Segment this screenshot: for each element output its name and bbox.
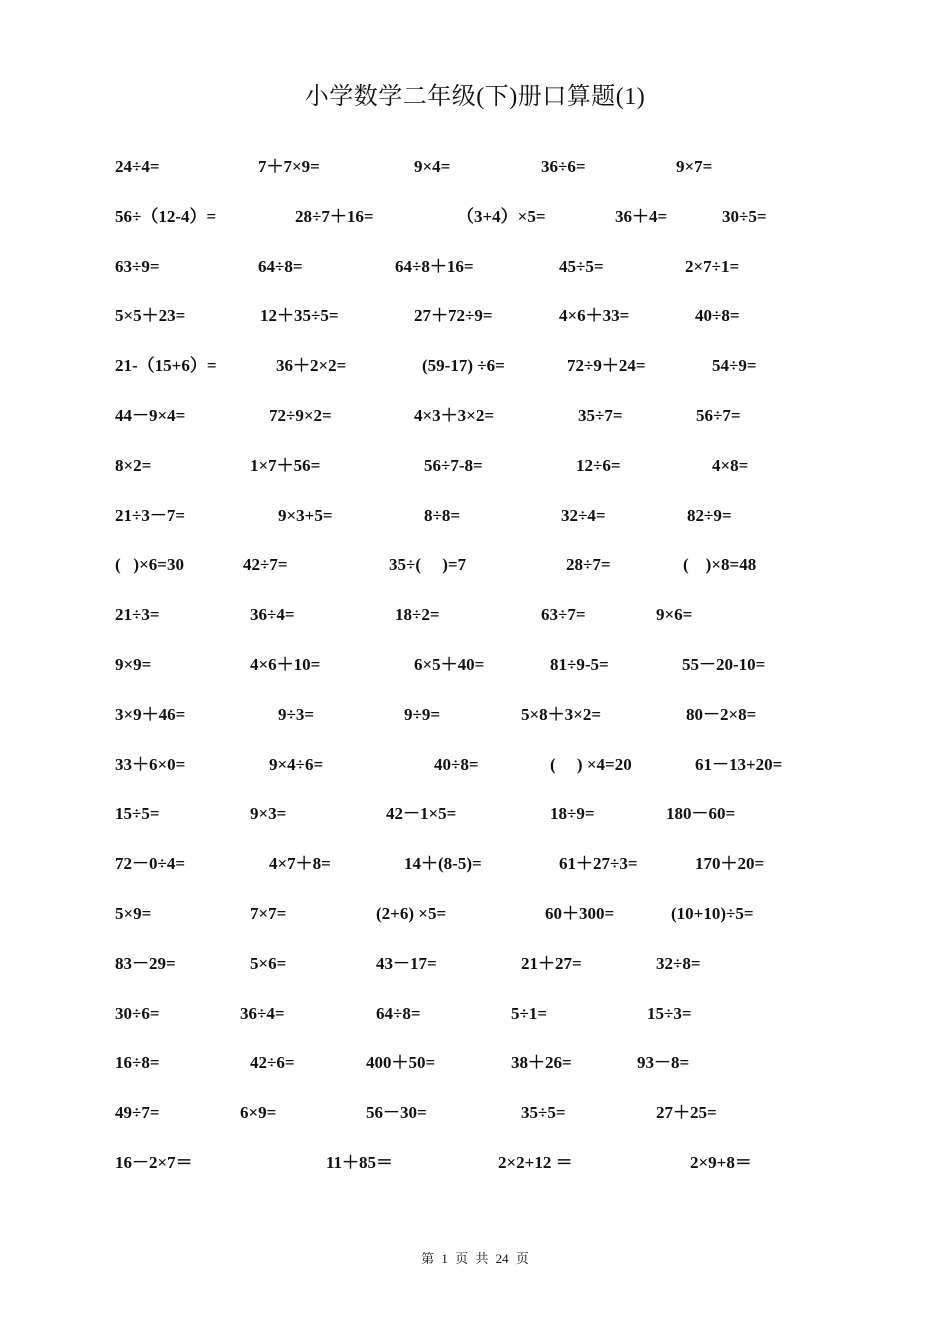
problem-row	[0, 754, 950, 804]
problem-row	[0, 654, 950, 704]
arithmetic-problem: 12＋35÷5=	[260, 306, 339, 326]
arithmetic-problem: 16÷8=	[115, 1053, 160, 1073]
arithmetic-problem: 56－30=	[366, 1103, 427, 1123]
arithmetic-problem: 60＋300=	[545, 903, 615, 923]
arithmetic-problem: 63÷7=	[541, 605, 586, 625]
problem-row	[0, 554, 950, 604]
arithmetic-problem: 40÷8=	[695, 306, 740, 326]
arithmetic-problem: 43－17=	[376, 953, 437, 973]
arithmetic-problem: 2×9+8＝	[690, 1152, 752, 1172]
arithmetic-problem: 81÷9-5=	[550, 654, 609, 674]
arithmetic-problem: 9×7=	[676, 157, 713, 176]
problem-list	[0, 156, 950, 1202]
arithmetic-problem: 6×5＋40=	[414, 654, 485, 674]
arithmetic-problem: 61－13+20=	[695, 754, 783, 774]
arithmetic-problem: (59-17) ÷6=	[422, 356, 505, 376]
arithmetic-problem: 7×7=	[250, 903, 287, 923]
arithmetic-problem: 5÷1=	[511, 1003, 548, 1023]
arithmetic-problem: 42－1×5=	[386, 804, 457, 824]
arithmetic-problem: 72÷9＋24=	[567, 356, 646, 376]
arithmetic-problem: 61＋27÷3=	[559, 854, 638, 874]
problem-row	[0, 405, 950, 455]
arithmetic-problem: 80－2×8=	[686, 704, 757, 724]
arithmetic-problem: 72－0÷4=	[115, 854, 186, 874]
arithmetic-problem: 180－60=	[666, 804, 736, 824]
arithmetic-problem: 56÷7-8=	[424, 455, 483, 475]
problem-row	[0, 256, 950, 306]
arithmetic-problem: 4×8=	[712, 455, 749, 475]
arithmetic-problem: 93－8=	[637, 1053, 690, 1073]
problem-row	[0, 803, 950, 853]
problem-row	[0, 1102, 950, 1152]
arithmetic-problem: 56÷7=	[696, 405, 741, 425]
arithmetic-problem: 45÷5=	[559, 256, 604, 276]
arithmetic-problem: 32÷8=	[656, 953, 701, 973]
arithmetic-problem: 27＋72÷9=	[414, 306, 493, 326]
arithmetic-problem: 15÷5=	[115, 804, 160, 824]
arithmetic-problem: 9×3+5=	[278, 505, 333, 525]
arithmetic-problem: 9×6=	[656, 605, 693, 625]
arithmetic-problem: 82÷9=	[687, 505, 732, 525]
problem-row	[0, 355, 950, 405]
arithmetic-problem: 36÷4=	[250, 605, 295, 625]
problem-row	[0, 1152, 950, 1202]
arithmetic-problem: （3+4）×5=	[457, 206, 546, 226]
arithmetic-problem: 4×6＋33=	[559, 306, 630, 326]
arithmetic-problem: 64÷8＋16=	[395, 256, 474, 276]
arithmetic-problem: 9×9=	[115, 654, 152, 674]
arithmetic-problem: 9×3=	[250, 804, 287, 824]
arithmetic-problem: 9×4=	[414, 157, 451, 176]
arithmetic-problem: 32÷4=	[561, 505, 606, 525]
arithmetic-problem: 5×9=	[115, 903, 152, 923]
arithmetic-problem: 63÷9=	[115, 256, 160, 276]
arithmetic-problem: 64÷8=	[258, 256, 303, 276]
arithmetic-problem: ( )×6=30	[115, 555, 184, 575]
arithmetic-problem: 16－2×7＝	[115, 1152, 193, 1172]
arithmetic-problem: 30÷5=	[722, 206, 767, 226]
problem-row	[0, 156, 950, 206]
arithmetic-problem: ( )×8=48	[683, 555, 757, 575]
arithmetic-problem: 42÷7=	[243, 555, 288, 575]
arithmetic-problem: 36＋4=	[615, 206, 668, 226]
arithmetic-problem: 4×3＋3×2=	[414, 405, 495, 425]
arithmetic-problem: 33＋6×0=	[115, 754, 186, 774]
arithmetic-problem: 21÷3－7=	[115, 505, 186, 525]
problem-row	[0, 853, 950, 903]
problem-row	[0, 1003, 950, 1053]
arithmetic-problem: 21-（15+6）=	[115, 356, 217, 376]
page-title: 小学数学二年级(下)册口算题(1)	[304, 84, 646, 110]
arithmetic-problem: 36÷4=	[240, 1003, 285, 1023]
arithmetic-problem: 5×6=	[250, 953, 287, 973]
arithmetic-problem: 9÷3=	[278, 704, 315, 724]
arithmetic-problem: 12÷6=	[576, 455, 621, 475]
arithmetic-problem: 1×7＋56=	[250, 455, 321, 475]
arithmetic-problem: 27＋25=	[656, 1103, 717, 1123]
arithmetic-problem: 55－20-10=	[682, 654, 766, 674]
problem-row	[0, 903, 950, 953]
arithmetic-problem: 35÷( )=7	[389, 555, 467, 575]
arithmetic-problem: 11＋85＝	[326, 1152, 394, 1172]
arithmetic-problem: 28÷7＋16=	[295, 206, 374, 226]
arithmetic-problem: 56÷（12-4）=	[115, 206, 217, 226]
arithmetic-problem: 24÷4=	[115, 157, 160, 176]
arithmetic-problem: 5×8＋3×2=	[521, 704, 602, 724]
arithmetic-problem: 21＋27=	[521, 953, 582, 973]
arithmetic-problem: 8×2=	[115, 455, 152, 475]
problem-row	[0, 505, 950, 555]
arithmetic-problem: 15÷3=	[647, 1003, 692, 1023]
arithmetic-problem: 3×9＋46=	[115, 704, 186, 724]
arithmetic-problem: 83－29=	[115, 953, 176, 973]
arithmetic-problem: 18÷9=	[550, 804, 595, 824]
arithmetic-problem: 64÷8=	[376, 1003, 421, 1023]
arithmetic-problem: 18÷2=	[395, 605, 440, 625]
problem-row	[0, 305, 950, 355]
arithmetic-problem: 54÷9=	[712, 356, 757, 376]
arithmetic-problem: (10+10)÷5=	[671, 903, 754, 923]
arithmetic-problem: 2×7÷1=	[685, 256, 740, 276]
arithmetic-problem: 14＋(8-5)=	[404, 854, 482, 874]
arithmetic-problem: 9÷9=	[404, 704, 441, 724]
arithmetic-problem: 5×5＋23=	[115, 306, 186, 326]
arithmetic-problem: 35÷7=	[578, 405, 623, 425]
arithmetic-problem: 44－9×4=	[115, 405, 186, 425]
problem-row	[0, 206, 950, 256]
arithmetic-problem: 38＋26=	[511, 1053, 572, 1073]
problem-row	[0, 455, 950, 505]
arithmetic-problem: 72÷9×2=	[269, 405, 332, 425]
arithmetic-problem: 6×9=	[240, 1103, 277, 1123]
arithmetic-problem: 400＋50=	[366, 1053, 436, 1073]
arithmetic-problem: 21÷3=	[115, 605, 160, 625]
problem-row	[0, 704, 950, 754]
arithmetic-problem: 9×4÷6=	[269, 754, 324, 774]
arithmetic-problem: 42÷6=	[250, 1053, 295, 1073]
arithmetic-problem: 7＋7×9=	[258, 157, 320, 176]
arithmetic-problem: 36＋2×2=	[276, 356, 347, 376]
problem-row	[0, 604, 950, 654]
arithmetic-problem: (2+6) ×5=	[376, 903, 447, 923]
arithmetic-problem: 49÷7=	[115, 1103, 160, 1123]
arithmetic-problem: 30÷6=	[115, 1003, 160, 1023]
arithmetic-problem: 40÷8=	[434, 754, 479, 774]
arithmetic-problem: 35÷5=	[521, 1103, 566, 1123]
problem-row	[0, 1052, 950, 1102]
arithmetic-problem: 28÷7=	[566, 555, 611, 575]
page-footer: 第 1 页 共 24 页	[421, 1251, 529, 1266]
arithmetic-problem: 4×6＋10=	[250, 654, 321, 674]
arithmetic-problem: 8÷8=	[424, 505, 461, 525]
problem-row	[0, 953, 950, 1003]
arithmetic-problem: 2×2+12 ＝	[498, 1152, 573, 1172]
arithmetic-problem: 36÷6=	[541, 157, 586, 176]
arithmetic-problem: ( ) ×4=20	[550, 754, 632, 774]
arithmetic-problem: 4×7＋8=	[269, 854, 331, 874]
arithmetic-problem: 170＋20=	[695, 854, 765, 874]
